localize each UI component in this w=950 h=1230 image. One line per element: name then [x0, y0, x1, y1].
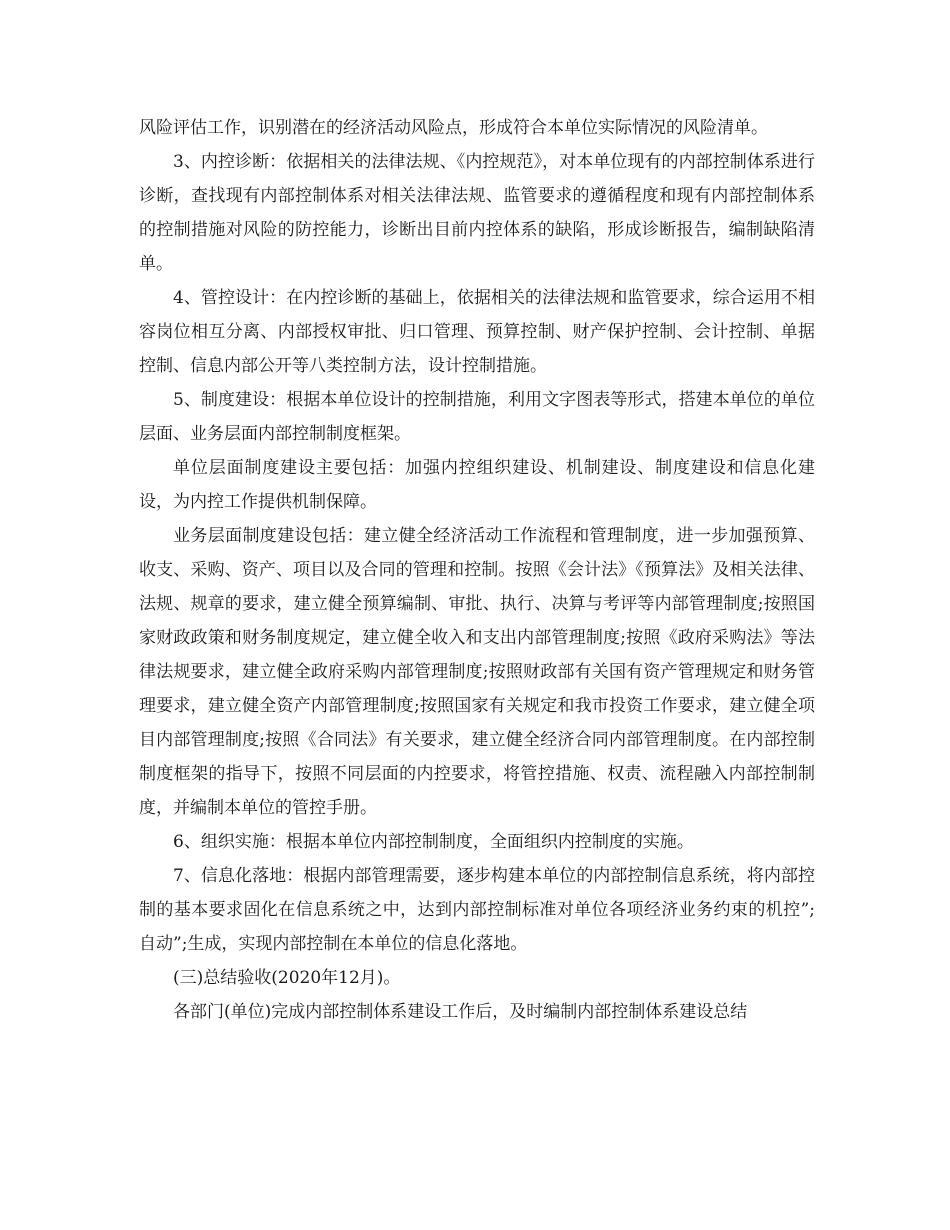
paragraph-informatization: 7、信息化落地：根据内部管理需要，逐步构建本单位的内部控制信息系统，将内部控制的基本要求固化在信息系统之中，达到内部控制标准对单位各项经济业务约束的机控”;自动”;生成，实现内部控制在本单位的信息化落地。: [139, 866, 815, 954]
paragraph-business-level-system: 业务层面制度建设包括：建立健全经济活动工作流程和管理制度，进一步加强预算、收支、采购、资产、项目以及合同的管理和控制。按照《会计法》《预算法》及相关法律、法规、规章的要求，建立健全预算编制、审批、执行、决算与考评等内部管理制度;按照国家财政政策和财务制度规定，建立健全收入和支出内部管理制度;按照《政府采购法》等法律法规要求，建立健全政府采购内部管理制度;按照财政部有关国有资产管理规定和财务管理要求，建立健全资产内部管理制度;按照国家有关规定和我市投资工作要求，建立健全项目内部管理制度;按照《合同法》有关要求，建立健全经济合同内部管理制度。在内部控制制度框架的指导下，按照不同层面的内控要求，将管控措施、权责、流程融入内部控制制度，并编制本单位的管控手册。: [139, 526, 815, 818]
paragraph-organization-implementation: 6、组织实施：根据本单位内部控制制度，全面组织内控制度的实施。: [173, 832, 694, 852]
paragraph-risk-assessment-continued: 风险评估工作，识别潜在的经济活动风险点，形成符合本单位实际情况的风险清单。: [139, 118, 768, 138]
paragraph-control-design: 4、管控设计：在内控诊断的基础上，依据相关的法律法规和监管要求，综合运用不相容岗位相互分离、内部授权审批、归口管理、预算控制、财产保护控制、会计控制、单据控制、信息内部公开等八类控制方法，设计控制措施。: [139, 288, 815, 376]
paragraph-summary-report: 各部门(单位)完成内部控制体系建设工作后，及时编制内部控制体系建设总结: [173, 1002, 748, 1022]
section-heading-summary-acceptance: (三)总结验收(2020年12月)。: [173, 968, 401, 988]
paragraph-internal-control-diagnosis: 3、内控诊断：依据相关的法律法规、《内控规范》，对本单位现有的内部控制体系进行诊断，查找现有内部控制体系对相关法律法规、监管要求的遵循程度和现有内部控制体系的控制措施对风险的防控能力，诊断出目前内控体系的缺陷，形成诊断报告，编制缺陷清单。: [139, 152, 815, 274]
paragraph-unit-level-system: 单位层面制度建设主要包括：加强内控组织建设、机制建设、制度建设和信息化建设，为内控工作提供机制保障。: [139, 458, 815, 512]
paragraph-system-construction: 5、制度建设：根据本单位设计的控制措施，利用文字图表等形式，搭建本单位的单位层面、业务层面内部控制制度框架。: [139, 390, 815, 444]
document-body: [139, 111, 815, 1029]
